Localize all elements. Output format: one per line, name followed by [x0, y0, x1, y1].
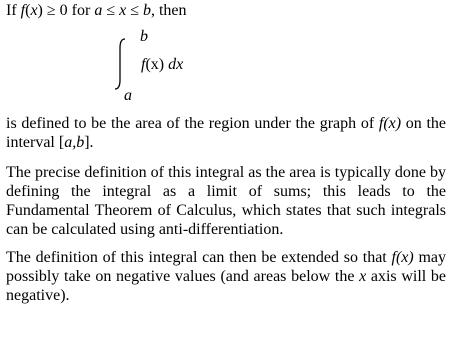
- paragraph-extension: [6, 248, 446, 305]
- integrand-f: f: [141, 56, 146, 73]
- intro-line: [6, 2, 187, 20]
- intro-cond: ) ≥ 0 for: [37, 2, 95, 19]
- intro-f: f: [20, 2, 26, 19]
- p3-text-c: axis will be negative).: [6, 268, 447, 304]
- intro-x1: x: [30, 2, 38, 19]
- intro-le2: ≤: [126, 2, 143, 19]
- p3-x: x: [359, 268, 367, 285]
- intro-suffix: , then: [150, 2, 187, 19]
- p3-fx: f(x): [391, 249, 414, 266]
- p1-fx: f(x): [378, 115, 402, 132]
- paragraph-definition: [6, 114, 446, 152]
- intro-x2: x: [119, 2, 127, 19]
- integral-sign-icon: [110, 36, 130, 92]
- p3-text-b: may possibly take on negative values (and areas below the: [6, 249, 447, 285]
- intro-a: a: [94, 2, 103, 19]
- intro-b: b: [142, 2, 151, 19]
- p1-interval: a,b: [64, 134, 85, 151]
- p1-text-b: on the interval [: [6, 115, 447, 151]
- intro-le1: ≤: [102, 2, 120, 19]
- p3-text-a: The definition of this integral can then be extended so that: [6, 249, 392, 266]
- p1-text-a: is defined to be the area of the region under the graph of: [6, 115, 379, 132]
- p1-text-c: ].: [84, 134, 94, 151]
- integral-lower-limit: a: [124, 87, 132, 104]
- intro-paren: (: [25, 2, 31, 19]
- p2-text: The precise definition of this integral as the area is typically done by defining the integral as a limit of sums; this leads to the Fundamental Theorem of Calculus, which states that such integrals can be calculated using anti-differentiation.: [6, 164, 446, 238]
- integrand: [141, 56, 183, 74]
- integral-upper-limit: b: [140, 28, 148, 45]
- paragraph-precise-definition: [6, 163, 446, 239]
- intro-prefix: If: [6, 2, 21, 19]
- integrand-dx: dx: [164, 56, 184, 73]
- integrand-arg: (x): [145, 56, 165, 73]
